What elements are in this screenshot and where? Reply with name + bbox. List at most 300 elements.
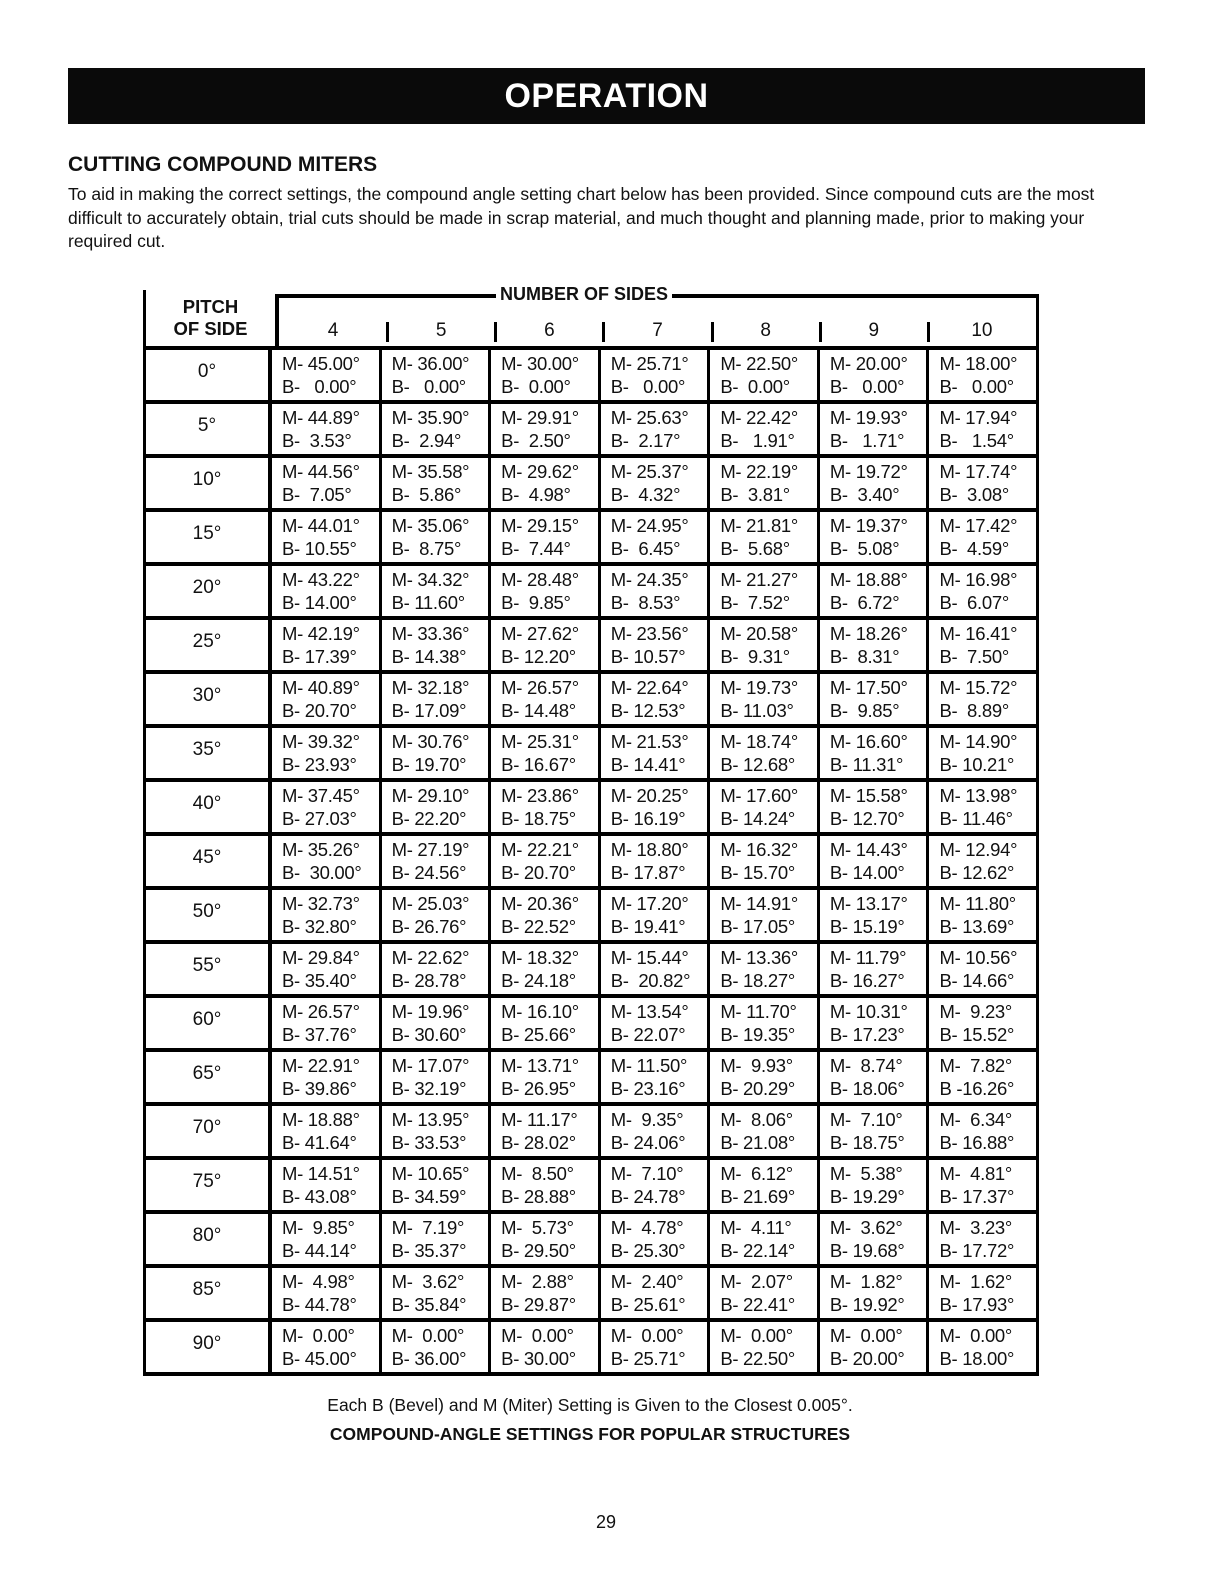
bevel-value: B- 14.00° bbox=[829, 862, 905, 883]
section-title: CUTTING COMPOUND MITERS bbox=[68, 153, 378, 176]
bevel-value: B- 6.07° bbox=[939, 592, 1009, 613]
table-caption: COMPOUND-ANGLE SETTINGS FOR POPULAR STRUCTURES bbox=[329, 1424, 851, 1444]
setting-cell bbox=[817, 1268, 927, 1318]
miter-value: M- 21.53° bbox=[610, 731, 689, 752]
miter-value: M- 22.21° bbox=[501, 839, 579, 860]
bevel-value: B- 0.00° bbox=[720, 376, 790, 397]
miter-value: M- 37.45° bbox=[282, 785, 360, 806]
setting-cell bbox=[926, 674, 1036, 724]
setting-cell bbox=[817, 350, 927, 400]
miter-value: M- 17.74° bbox=[939, 461, 1018, 482]
setting-cell bbox=[707, 620, 817, 670]
bevel-value: B- 18.06° bbox=[829, 1078, 905, 1099]
miter-value: M- 17.94° bbox=[939, 407, 1018, 428]
table-row bbox=[143, 508, 1039, 562]
bevel-value: B- 44.78° bbox=[282, 1294, 357, 1315]
setting-cell bbox=[707, 1160, 817, 1210]
setting-cell bbox=[488, 782, 598, 832]
setting-cell bbox=[379, 1322, 489, 1372]
setting-cell bbox=[817, 1052, 927, 1102]
setting-cell bbox=[926, 782, 1036, 832]
pitch-of-side-header: PITCH OF SIDE bbox=[173, 296, 248, 339]
miter-value: M- 6.12° bbox=[720, 1163, 793, 1184]
setting-cell bbox=[379, 1214, 489, 1264]
bevel-value: B- 5.68° bbox=[720, 538, 790, 559]
bevel-value: B- 29.50° bbox=[501, 1240, 576, 1261]
miter-value: M- 10.65° bbox=[391, 1163, 470, 1184]
bevel-value: B- 28.88° bbox=[501, 1186, 576, 1207]
setting-cell bbox=[707, 1106, 817, 1156]
miter-value: M- 35.06° bbox=[391, 515, 470, 536]
miter-value: M- 13.54° bbox=[610, 1001, 689, 1022]
miter-value: M- 20.25° bbox=[610, 785, 689, 806]
bevel-value: B- 17.05° bbox=[720, 916, 795, 937]
bevel-value: B- 4.98° bbox=[501, 484, 571, 505]
setting-cell bbox=[598, 998, 708, 1048]
bevel-value: B- 9.31° bbox=[720, 646, 790, 667]
column-header-sides: 4 bbox=[327, 320, 339, 341]
setting-cell bbox=[488, 620, 598, 670]
bevel-value: B- 3.40° bbox=[829, 484, 900, 505]
bevel-value: B- 14.38° bbox=[391, 646, 467, 667]
bevel-value: B- 1.54° bbox=[939, 430, 1014, 451]
bevel-value: B- 17.37° bbox=[939, 1186, 1015, 1207]
setting-cell bbox=[926, 512, 1036, 562]
setting-cell bbox=[707, 674, 817, 724]
miter-value: M- 7.19° bbox=[391, 1217, 465, 1238]
miter-value: M- 11.79° bbox=[829, 947, 907, 968]
miter-value: M- 3.62° bbox=[391, 1271, 465, 1292]
setting-cell bbox=[707, 998, 817, 1048]
miter-value: M- 7.82° bbox=[939, 1055, 1013, 1076]
bevel-value: B- 17.23° bbox=[829, 1024, 905, 1045]
setting-cell bbox=[272, 1106, 379, 1156]
bevel-value: B- 0.00° bbox=[282, 376, 357, 397]
bevel-value: B- 0.00° bbox=[610, 376, 686, 397]
column-header-sides: 6 bbox=[495, 320, 603, 342]
table-row bbox=[143, 1102, 1039, 1156]
bevel-value: B- 37.76° bbox=[282, 1024, 357, 1045]
bevel-value: B- 6.45° bbox=[610, 538, 681, 559]
setting-cell bbox=[379, 620, 489, 670]
setting-cell bbox=[272, 1052, 379, 1102]
setting-cell bbox=[817, 674, 927, 724]
bevel-value: B- 0.00° bbox=[501, 376, 571, 397]
setting-cell bbox=[272, 512, 379, 562]
bevel-value: B- 7.52° bbox=[720, 592, 790, 613]
bevel-value: B- 2.17° bbox=[610, 430, 681, 451]
miter-value: M- 36.00° bbox=[391, 353, 470, 374]
setting-cell bbox=[598, 458, 708, 508]
setting-cell bbox=[272, 1322, 379, 1372]
miter-value: M- 26.57° bbox=[282, 1001, 360, 1022]
bevel-value: B- 22.20° bbox=[391, 808, 467, 829]
bevel-value: B- 0.00° bbox=[939, 376, 1014, 397]
miter-value: M- 17.60° bbox=[720, 785, 799, 806]
setting-cell bbox=[272, 458, 379, 508]
bevel-value: B- 10.55° bbox=[282, 538, 357, 559]
setting-cell bbox=[598, 1160, 708, 1210]
miter-value: M- 17.07° bbox=[391, 1055, 470, 1076]
miter-value: M- 42.19° bbox=[282, 623, 360, 644]
bevel-value: B- 24.06° bbox=[610, 1132, 686, 1153]
miter-value: M- 23.86° bbox=[501, 785, 579, 806]
setting-cell bbox=[817, 1214, 927, 1264]
table-row bbox=[143, 1264, 1039, 1318]
bevel-value: B- 4.59° bbox=[939, 538, 1009, 559]
setting-cell bbox=[272, 1268, 379, 1318]
bevel-value: B- 12.53° bbox=[610, 700, 686, 721]
bevel-value: B- 16.67° bbox=[501, 754, 576, 775]
miter-value: M- 15.44° bbox=[610, 947, 689, 968]
miter-value: M- 29.91° bbox=[501, 407, 579, 428]
miter-value: M- 17.50° bbox=[829, 677, 908, 698]
setting-cell bbox=[926, 998, 1036, 1048]
miter-value: M- 23.56° bbox=[610, 623, 689, 644]
setting-cell bbox=[379, 566, 489, 616]
miter-value: M- 14.51° bbox=[282, 1163, 360, 1184]
bevel-value: B- 22.50° bbox=[720, 1348, 795, 1369]
miter-value: M- 0.00° bbox=[939, 1325, 1013, 1346]
table-row bbox=[143, 832, 1039, 886]
bevel-value: B- 4.32° bbox=[610, 484, 681, 505]
setting-cell bbox=[926, 1214, 1036, 1264]
miter-value: M- 22.62° bbox=[391, 947, 470, 968]
bevel-value: B- 12.68° bbox=[720, 754, 795, 775]
bevel-value: B- 45.00° bbox=[282, 1348, 357, 1369]
setting-cell bbox=[817, 404, 927, 454]
bevel-value: B- 9.85° bbox=[501, 592, 571, 613]
miter-value: M- 11.70° bbox=[720, 1001, 797, 1022]
setting-cell bbox=[272, 998, 379, 1048]
setting-cell bbox=[707, 1214, 817, 1264]
setting-cell bbox=[926, 566, 1036, 616]
miter-value: M- 29.62° bbox=[501, 461, 579, 482]
setting-cell bbox=[926, 1268, 1036, 1318]
bevel-value: B- 24.78° bbox=[610, 1186, 686, 1207]
setting-cell bbox=[598, 1106, 708, 1156]
setting-cell bbox=[488, 890, 598, 940]
setting-cell bbox=[488, 458, 598, 508]
bevel-value: B- 2.94° bbox=[391, 430, 462, 451]
setting-cell bbox=[488, 350, 598, 400]
bevel-value: B- 21.08° bbox=[720, 1132, 795, 1153]
miter-value: M- 35.90° bbox=[391, 407, 470, 428]
miter-value: M- 21.27° bbox=[720, 569, 799, 590]
miter-value: M- 16.98° bbox=[939, 569, 1018, 590]
setting-cell bbox=[488, 944, 598, 994]
bevel-value: B- 32.80° bbox=[282, 916, 357, 937]
setting-cell bbox=[817, 566, 927, 616]
column-header-sides: 8 bbox=[712, 320, 820, 342]
setting-cell bbox=[379, 836, 489, 886]
bevel-value: B- 22.07° bbox=[610, 1024, 686, 1045]
miter-value: M- 24.95° bbox=[610, 515, 689, 536]
table-row bbox=[143, 994, 1039, 1048]
setting-cell bbox=[926, 890, 1036, 940]
bevel-value: B- 12.62° bbox=[939, 862, 1015, 883]
miter-value: M- 22.91° bbox=[282, 1055, 360, 1076]
pitch-cell: 75° bbox=[146, 1160, 272, 1210]
setting-cell bbox=[926, 1106, 1036, 1156]
bevel-value: B- 11.03° bbox=[720, 700, 794, 721]
setting-cell bbox=[598, 404, 708, 454]
bevel-value: B- 11.46° bbox=[939, 808, 1013, 829]
miter-value: M- 18.74° bbox=[720, 731, 799, 752]
bevel-value: B- 22.14° bbox=[720, 1240, 795, 1261]
setting-cell bbox=[272, 944, 379, 994]
bevel-value: B- 22.41° bbox=[720, 1294, 795, 1315]
miter-value: M- 28.48° bbox=[501, 569, 579, 590]
miter-value: M- 9.93° bbox=[720, 1055, 793, 1076]
setting-cell bbox=[707, 728, 817, 778]
bevel-value: B- 7.44° bbox=[501, 538, 571, 559]
pitch-cell: 45° bbox=[146, 836, 272, 886]
pitch-cell: 80° bbox=[146, 1214, 272, 1264]
compound-angle-table bbox=[143, 284, 1039, 1376]
bevel-value: B- 36.00° bbox=[391, 1348, 467, 1369]
table-row bbox=[143, 724, 1039, 778]
bevel-value: B- 19.70° bbox=[391, 754, 467, 775]
bevel-value: B- 21.69° bbox=[720, 1186, 795, 1207]
miter-value: M- 11.17° bbox=[501, 1109, 578, 1130]
bevel-value: B- 19.29° bbox=[829, 1186, 905, 1207]
setting-cell bbox=[817, 458, 927, 508]
miter-value: M- 29.15° bbox=[501, 515, 579, 536]
setting-cell bbox=[379, 458, 489, 508]
bevel-value: B- 18.75° bbox=[829, 1132, 905, 1153]
setting-cell bbox=[926, 404, 1036, 454]
setting-cell bbox=[488, 998, 598, 1048]
miter-value: M- 26.57° bbox=[501, 677, 579, 698]
setting-cell bbox=[926, 1052, 1036, 1102]
bevel-value: B- 34.59° bbox=[391, 1186, 467, 1207]
bevel-value: B- 35.37° bbox=[391, 1240, 467, 1261]
pitch-cell: 40° bbox=[146, 782, 272, 832]
miter-value: M- 14.90° bbox=[939, 731, 1018, 752]
bevel-value: B- 18.27° bbox=[720, 970, 795, 991]
bevel-value: B- 19.35° bbox=[720, 1024, 795, 1045]
setting-cell bbox=[379, 998, 489, 1048]
miter-value: M- 19.73° bbox=[720, 677, 799, 698]
setting-cell bbox=[379, 350, 489, 400]
setting-cell bbox=[598, 1052, 708, 1102]
miter-value: M- 16.60° bbox=[829, 731, 908, 752]
setting-cell bbox=[272, 836, 379, 886]
bevel-value: B- 7.05° bbox=[282, 484, 352, 505]
miter-value: M- 35.26° bbox=[282, 839, 360, 860]
bevel-value: B- 6.72° bbox=[829, 592, 900, 613]
section-banner: OPERATION bbox=[68, 68, 1145, 124]
setting-cell bbox=[598, 566, 708, 616]
bevel-value: B- 18.00° bbox=[939, 1348, 1015, 1369]
setting-cell bbox=[488, 566, 598, 616]
bevel-value: B- 17.93° bbox=[939, 1294, 1015, 1315]
bevel-value: B- 28.78° bbox=[391, 970, 467, 991]
miter-value: M- 11.50° bbox=[610, 1055, 688, 1076]
bevel-value: B- 14.66° bbox=[939, 970, 1015, 991]
pitch-cell: 50° bbox=[146, 890, 272, 940]
pitch-cell: 30° bbox=[146, 674, 272, 724]
bevel-value: B- 15.70° bbox=[720, 862, 795, 883]
miter-value: M- 19.72° bbox=[829, 461, 908, 482]
pitch-cell: 85° bbox=[146, 1268, 272, 1318]
bevel-value: B- 9.85° bbox=[829, 700, 900, 721]
setting-cell bbox=[817, 998, 927, 1048]
miter-value: M- 18.80° bbox=[610, 839, 689, 860]
miter-value: M- 0.00° bbox=[610, 1325, 684, 1346]
miter-value: M- 7.10° bbox=[610, 1163, 684, 1184]
bevel-value: B- 20.82° bbox=[610, 970, 691, 991]
setting-cell bbox=[272, 728, 379, 778]
setting-cell bbox=[598, 512, 708, 562]
bevel-value: B- 17.87° bbox=[610, 862, 686, 883]
bevel-value: B- 19.41° bbox=[610, 916, 686, 937]
miter-value: M- 5.73° bbox=[501, 1217, 574, 1238]
table-row bbox=[143, 1048, 1039, 1102]
bevel-value: B- 20.00° bbox=[829, 1348, 905, 1369]
table-row bbox=[143, 940, 1039, 994]
miter-value: M- 25.71° bbox=[610, 353, 689, 374]
bevel-value: B- 10.57° bbox=[610, 646, 686, 667]
table-header bbox=[143, 284, 1039, 346]
bevel-value: B- 11.31° bbox=[829, 754, 904, 775]
miter-value: M- 3.23° bbox=[939, 1217, 1013, 1238]
bevel-value: B- 8.75° bbox=[391, 538, 462, 559]
setting-cell bbox=[707, 458, 817, 508]
bevel-value: B- 2.50° bbox=[501, 430, 571, 451]
miter-value: M- 30.00° bbox=[501, 353, 579, 374]
bevel-value: B- 14.48° bbox=[501, 700, 576, 721]
miter-value: M- 10.31° bbox=[829, 1001, 908, 1022]
setting-cell bbox=[707, 566, 817, 616]
pitch-cell: 55° bbox=[146, 944, 272, 994]
miter-value: M- 9.85° bbox=[282, 1217, 355, 1238]
bevel-value: B- 25.66° bbox=[501, 1024, 576, 1045]
miter-value: M- 29.10° bbox=[391, 785, 470, 806]
bevel-value: B- 28.02° bbox=[501, 1132, 576, 1153]
miter-value: M- 18.32° bbox=[501, 947, 579, 968]
bevel-value: B- 19.68° bbox=[829, 1240, 905, 1261]
bevel-value: B- 5.08° bbox=[829, 538, 900, 559]
setting-cell bbox=[707, 836, 817, 886]
miter-value: M- 22.42° bbox=[720, 407, 799, 428]
miter-value: M- 2.40° bbox=[610, 1271, 684, 1292]
pitch-cell: 90° bbox=[146, 1322, 272, 1372]
setting-cell bbox=[598, 782, 708, 832]
setting-cell bbox=[379, 944, 489, 994]
bevel-value: B- 10.21° bbox=[939, 754, 1015, 775]
setting-cell bbox=[817, 1160, 927, 1210]
setting-cell bbox=[707, 350, 817, 400]
setting-cell bbox=[488, 1052, 598, 1102]
bevel-value: B- 7.50° bbox=[939, 646, 1009, 667]
bevel-value: B- 30.60° bbox=[391, 1024, 467, 1045]
setting-cell bbox=[817, 836, 927, 886]
bevel-value: B- 1.71° bbox=[829, 430, 905, 451]
bevel-value: B- 12.20° bbox=[501, 646, 576, 667]
setting-cell bbox=[707, 1322, 817, 1372]
bevel-value: B -16.26° bbox=[939, 1078, 1015, 1099]
setting-cell bbox=[488, 512, 598, 562]
miter-value: M- 14.43° bbox=[829, 839, 908, 860]
setting-cell bbox=[598, 674, 708, 724]
table-row bbox=[143, 1210, 1039, 1264]
setting-cell bbox=[926, 458, 1036, 508]
miter-value: M- 33.36° bbox=[391, 623, 470, 644]
setting-cell bbox=[488, 1160, 598, 1210]
miter-value: M- 17.42° bbox=[939, 515, 1018, 536]
column-header-sides: 9 bbox=[820, 320, 928, 342]
miter-value: M- 13.17° bbox=[829, 893, 908, 914]
miter-value: M- 5.38° bbox=[829, 1163, 903, 1184]
bevel-value: B- 14.24° bbox=[720, 808, 795, 829]
miter-value: M- 22.50° bbox=[720, 353, 799, 374]
setting-cell bbox=[272, 1160, 379, 1210]
bevel-value: B- 27.03° bbox=[282, 808, 357, 829]
bevel-value: B- 22.52° bbox=[501, 916, 576, 937]
setting-cell bbox=[598, 890, 708, 940]
bevel-value: B- 25.61° bbox=[610, 1294, 686, 1315]
column-header-sides: 7 bbox=[603, 320, 711, 342]
miter-value: M- 30.76° bbox=[391, 731, 470, 752]
bevel-value: B- 0.00° bbox=[391, 376, 466, 397]
table-row bbox=[143, 1156, 1039, 1210]
setting-cell bbox=[817, 1106, 927, 1156]
miter-value: M- 25.03° bbox=[391, 893, 470, 914]
bevel-value: B- 11.60° bbox=[391, 592, 465, 613]
bevel-value: B- 1.91° bbox=[720, 430, 795, 451]
bevel-value: B- 19.92° bbox=[829, 1294, 905, 1315]
setting-cell bbox=[926, 728, 1036, 778]
header-rule-right bbox=[1036, 294, 1039, 346]
miter-value: M- 16.41° bbox=[939, 623, 1018, 644]
bevel-value: B- 35.84° bbox=[391, 1294, 467, 1315]
column-headers bbox=[279, 320, 1036, 342]
miter-value: M- 20.58° bbox=[720, 623, 799, 644]
miter-value: M- 45.00° bbox=[282, 353, 360, 374]
setting-cell bbox=[488, 404, 598, 454]
miter-value: M- 7.10° bbox=[829, 1109, 903, 1130]
table-row bbox=[143, 886, 1039, 940]
miter-value: M- 21.81° bbox=[720, 515, 799, 536]
miter-value: M- 9.23° bbox=[939, 1001, 1013, 1022]
bevel-value: B- 14.41° bbox=[610, 754, 686, 775]
bevel-value: B- 43.08° bbox=[282, 1186, 357, 1207]
miter-value: M- 20.00° bbox=[829, 353, 908, 374]
setting-cell bbox=[926, 620, 1036, 670]
miter-value: M- 18.88° bbox=[829, 569, 908, 590]
miter-value: M- 0.00° bbox=[501, 1325, 574, 1346]
miter-value: M- 4.98° bbox=[282, 1271, 355, 1292]
table-row bbox=[143, 778, 1039, 832]
bevel-value: B- 15.52° bbox=[939, 1024, 1015, 1045]
pitch-cell: 20° bbox=[146, 566, 272, 616]
bevel-value: B- 29.87° bbox=[501, 1294, 576, 1315]
table-row bbox=[143, 346, 1039, 400]
setting-cell bbox=[926, 944, 1036, 994]
bevel-value: B- 30.00° bbox=[501, 1348, 576, 1369]
setting-cell bbox=[598, 728, 708, 778]
bevel-value: B- 32.19° bbox=[391, 1078, 467, 1099]
setting-cell bbox=[488, 1322, 598, 1372]
miter-value: M- 13.71° bbox=[501, 1055, 579, 1076]
bevel-value: B- 8.53° bbox=[610, 592, 681, 613]
bevel-value: B- 20.70° bbox=[282, 700, 357, 721]
miter-value: M- 15.72° bbox=[939, 677, 1018, 698]
miter-value: M- 14.91° bbox=[720, 893, 799, 914]
table-row bbox=[143, 670, 1039, 724]
